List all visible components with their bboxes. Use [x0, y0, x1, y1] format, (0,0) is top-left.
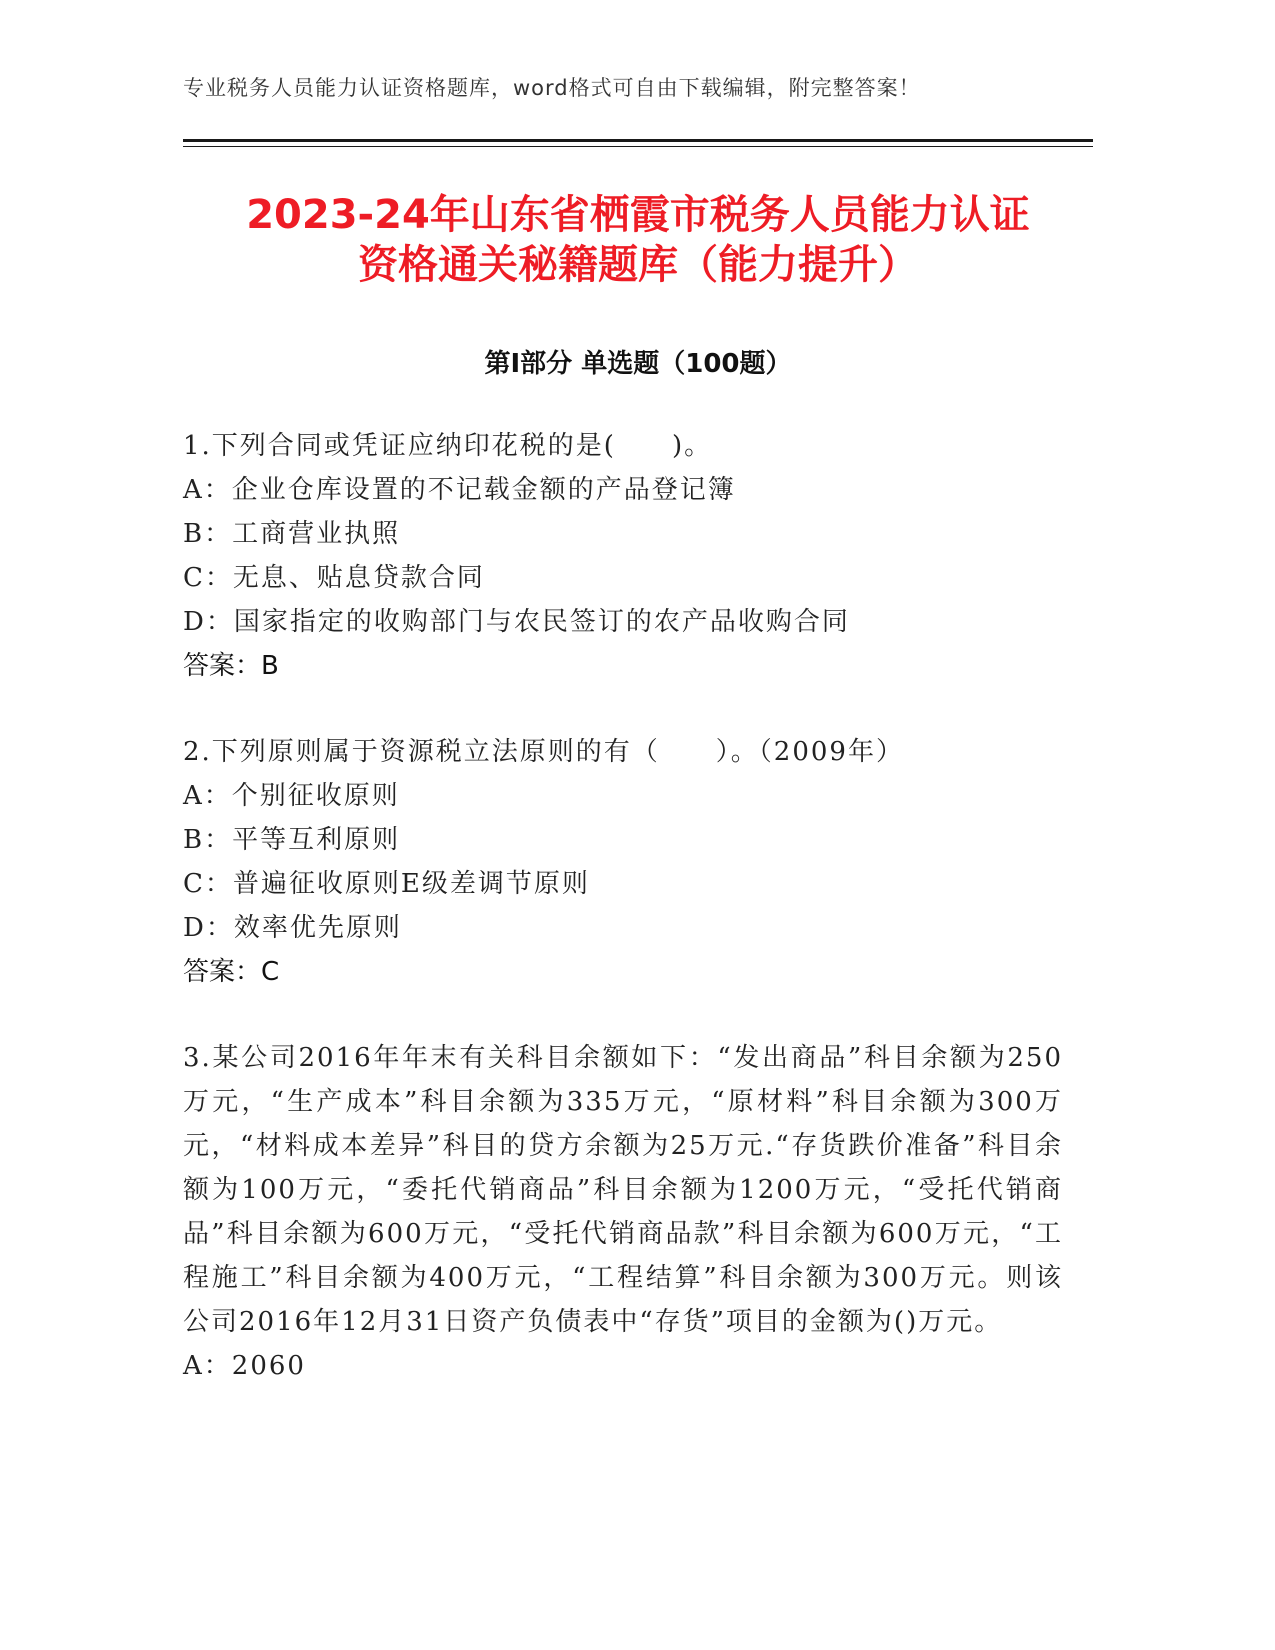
option-d: D：效率优先原则	[183, 913, 402, 943]
option-a: A：个别征收原则	[183, 781, 400, 811]
header-note: 专业税务人员能力认证资格题库，word格式可自由下载编辑，附完整答案！	[183, 76, 921, 100]
question-stem: 2.下列原则属于资源税立法原则的有（ ）。（2009年）	[183, 737, 904, 767]
question-2	[183, 730, 1063, 994]
question-stem: 1.下列合同或凭证应纳印花税的是( )。	[183, 431, 713, 461]
document-title-line-1: 2023-24年山东省栖霞市税务人员能力认证	[246, 192, 1030, 238]
question-3	[183, 1036, 1063, 1388]
document-title	[183, 190, 1093, 290]
option-a: A：2060	[183, 1351, 306, 1381]
header-divider-thick	[183, 139, 1093, 142]
answer: 答案：C	[183, 957, 280, 987]
option-a: A：企业仓库设置的不记载金额的产品登记簿	[183, 475, 736, 505]
answer: 答案：B	[183, 651, 279, 681]
document-title-line-2: 资格通关秘籍题库（能力提升）	[358, 242, 918, 288]
question-list	[183, 424, 1063, 1430]
option-b: B：工商营业执照	[183, 519, 401, 549]
option-c: C：无息、贴息贷款合同	[183, 563, 485, 593]
section-title: 第Ⅰ部分 单选题（100题）	[484, 349, 792, 379]
header-divider-thin	[183, 146, 1093, 147]
option-d: D：国家指定的收购部门与农民签订的农产品收购合同	[183, 607, 850, 637]
option-c: C：普遍征收原则E级差调节原则	[183, 869, 590, 899]
question-1	[183, 424, 1063, 688]
option-b: B：平等互利原则	[183, 825, 401, 855]
question-stem: 3.某公司2016年年末有关科目余额如下：“发出商品”科目余额为250万元，“生产成本”科目余额为335万元，“原材料”科目余额为300万元，“材料成本差异”科目的贷方余额为25万元.“存货跌价准备”科目余额为100万元，“委托代销商品”科目余额为1200万元，“受托代销商品”科目余额为600万元，“受托代销商品款”科目余额为600万元，“工程施工”科目余额为400万元，“工程结算”科目余额为300万元。则该公司2016年12月31日资产负债表中“存货”项目的金额为()万元。	[183, 1043, 1063, 1337]
